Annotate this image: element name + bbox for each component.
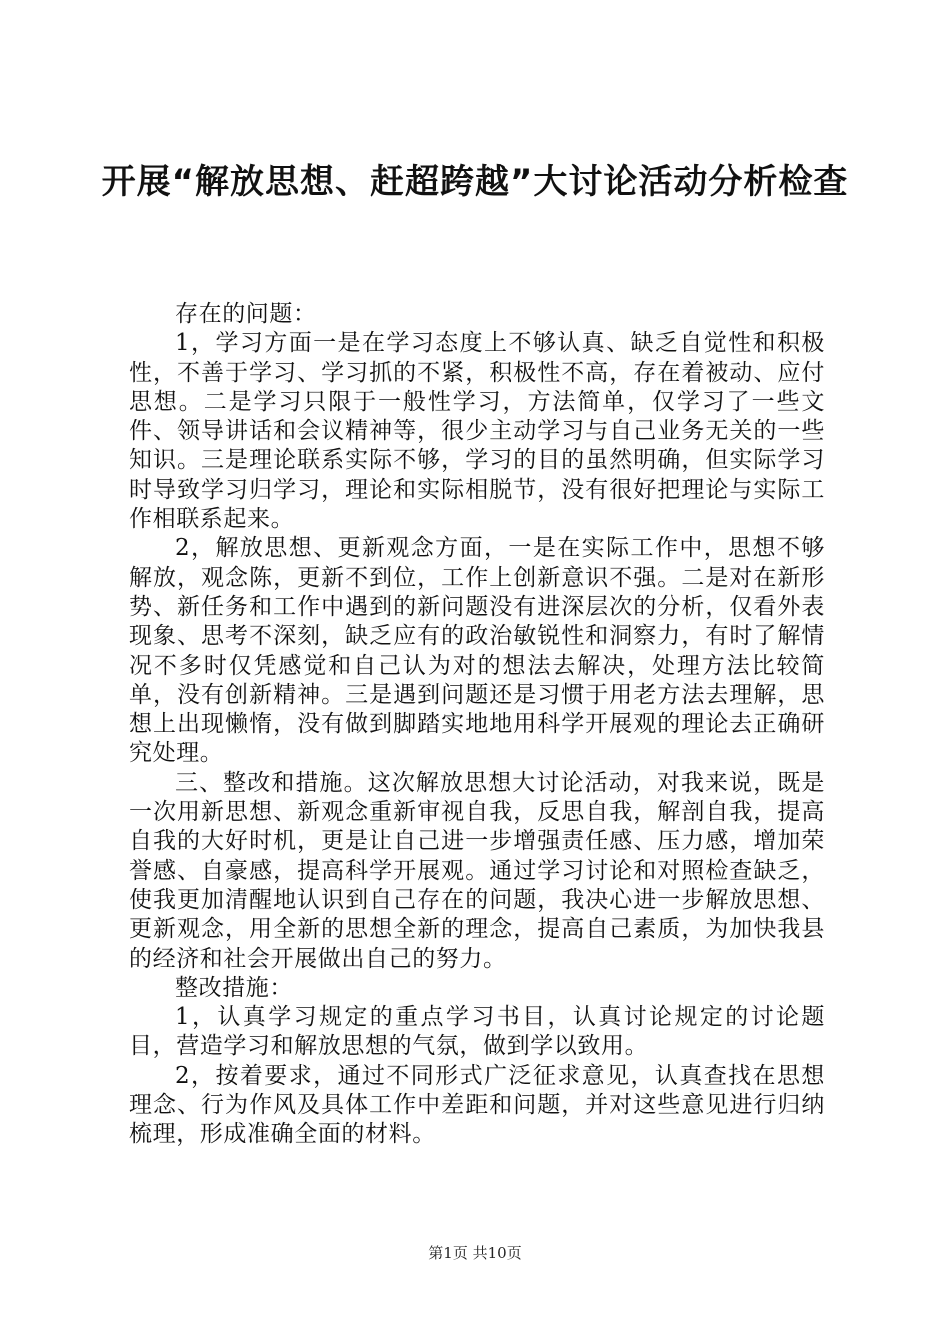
paragraph-mindset-issue: 2，解放思想、更新观念方面，一是在实际工作中，思想不够解放，观念陈，更新不到位，工作上创新意识不强。二是对在新形势、新任务和工作中遇到的新问题没有进深层次的分析，仅看外表现象、思考不深刻，缺乏应有的政治敏锐性和洞察力，有时了解情况不多时仅凭感觉和自己认为对的想法去解决，处理方法比较简单，没有创新精神。三是遇到问题还是习惯于用老方法去理解，思想上出现懒惰，没有做到脚踏实地地用科学开展观的理论去正确研究处理。 (129, 535, 825, 767)
document-body (129, 300, 825, 1150)
paragraph-study-issue: 1，学习方面一是在学习态度上不够认真、缺乏自觉性和积极性，不善于学习、学习抓的不紧，积极性不高，存在着被动、应付思想。二是学习只限于一般性学习，方法简单，仅学习了一些文件、领导讲话和会议精神等，很少主动学习与自己业务无关的一些知识。三是理论联系实际不够，学习的目的虽然明确，但实际学习时导致学习归学习，理论和实际相脱节，没有很好把理论与实际工作相联系起来。 (129, 330, 825, 533)
page-number-footer: 第1页 共10页 (428, 1244, 522, 1262)
paragraph-rectification: 三、整改和措施。这次解放思想大讨论活动，对我来说，既是一次用新思想、新观念重新审视自我，反思自我，解剖自我，提高自我的大好时机，更是让自己进一步增强责任感、压力感，增加荣誉感、自豪感，提高科学开展观。通过学习讨论和对照检查缺乏，使我更加清醒地认识到自己存在的问题，我决心进一步解放思想、更新观念，用全新的思想全新的理念，提高自己素质，为加快我县的经济和社会开展做出自己的努力。 (129, 769, 825, 972)
paragraph-measures-heading: 整改措施： (175, 974, 293, 1001)
paragraph-measure-2: 2，按着要求，通过不同形式广泛征求意见，认真查找在思想理念、行为作风及具体工作中差距和问题，并对这些意见进行归纳梳理，形成准确全面的材料。 (129, 1062, 825, 1148)
document-title: 开展“解放思想、赶超跨越”大讨论活动分析检查 (101, 162, 849, 202)
paragraph-problems-heading: 存在的问题： (175, 301, 317, 327)
paragraph-measure-1: 1，认真学习规定的重点学习书目，认真讨论规定的讨论题目，营造学习和解放思想的气氛，做到学以致用。 (129, 1004, 825, 1060)
